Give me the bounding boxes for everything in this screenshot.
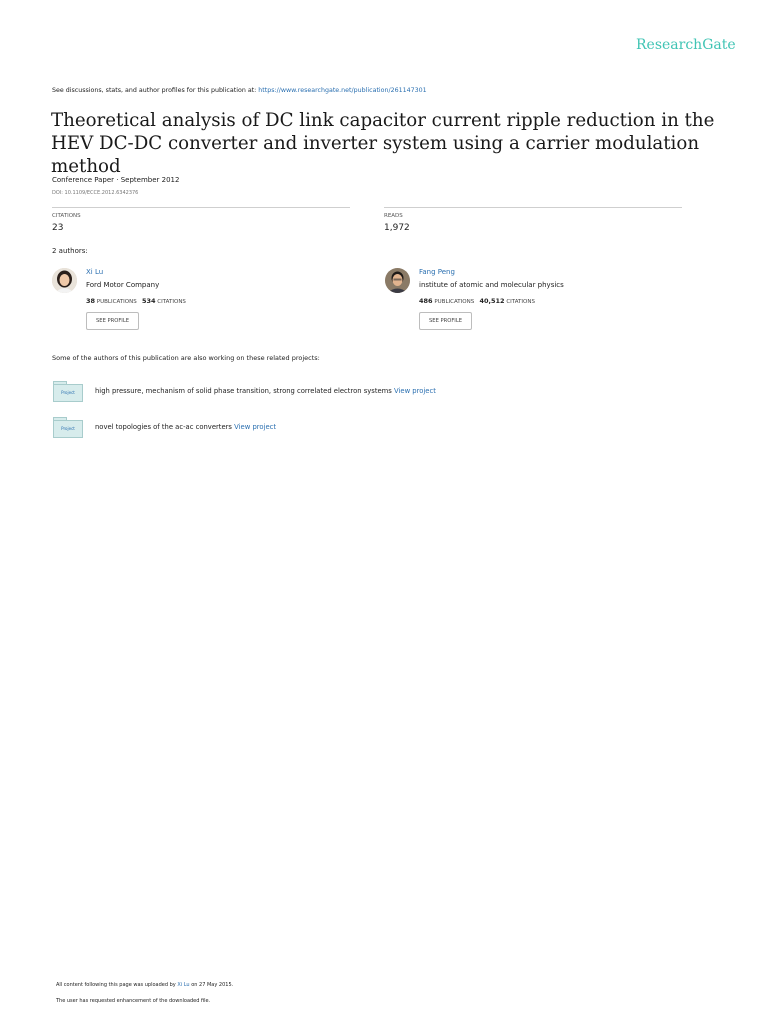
publication-title: Theoretical analysis of DC link capacitor current ripple reduction in the HEV DC-DC converter and inverter system using a carrier modulation method <box>51 110 715 177</box>
publications-count: 486 <box>419 297 433 305</box>
researchgate-logo[interactable]: ResearchGate <box>636 37 736 53</box>
avatar-portrait-icon <box>52 268 77 293</box>
view-project-link[interactable]: View project <box>394 387 436 395</box>
upload-note-suffix: on 27 May 2015. <box>191 982 234 988</box>
citations-label: CITATIONS <box>157 299 186 305</box>
author-avatar-fang-peng[interactable] <box>385 268 410 293</box>
publication-url-link[interactable]: https://www.researchgate.net/publication/261147301 <box>258 87 427 94</box>
project-icon-label: Project <box>53 420 83 438</box>
reads-label: READS <box>384 213 403 219</box>
author-name-fang-peng[interactable]: Fang Peng <box>419 268 455 276</box>
enhancement-note: The user has requested enhancement of the downloaded file. <box>56 998 211 1004</box>
author-stats <box>86 297 186 305</box>
publication-doi: DOI: 10.1109/ECCE.2012.6342376 <box>52 190 139 196</box>
publications-count: 38 <box>86 297 96 305</box>
header-prefix: See discussions, stats, and author profiles for this publication at: <box>52 87 257 94</box>
reads-value: 1,972 <box>384 223 410 233</box>
view-project-link[interactable]: View project <box>234 423 277 431</box>
citations-divider <box>52 207 350 208</box>
author-avatar-xi-lu[interactable] <box>52 268 77 293</box>
upload-note <box>56 982 233 988</box>
related-projects-heading: Some of the authors of this publication are also working on these related projects: <box>52 354 320 362</box>
authors-heading: 2 authors: <box>52 247 88 255</box>
see-profile-button-xi-lu[interactable]: SEE PROFILE <box>86 312 139 330</box>
author-affiliation: institute of atomic and molecular physics <box>419 281 564 289</box>
author-stats <box>419 297 535 305</box>
citations-count: 534 <box>141 297 156 305</box>
related-project-item <box>95 423 276 431</box>
reads-divider <box>384 207 682 208</box>
publication-type-date: Conference Paper · September 2012 <box>52 176 180 184</box>
header-line <box>52 87 427 94</box>
citations-count: 40,512 <box>479 297 505 305</box>
project-title: high pressure, mechanism of solid phase transition, strong correlated electron systems <box>95 387 392 395</box>
uploader-link[interactable]: Xi Lu <box>177 982 190 988</box>
publications-label: PUBLICATIONS <box>434 299 475 305</box>
publications-label: PUBLICATIONS <box>96 299 137 305</box>
citations-value: 23 <box>52 223 64 233</box>
avatar-portrait-icon <box>385 268 410 293</box>
project-title: novel topologies of the ac-ac converters <box>95 423 232 431</box>
author-name-xi-lu[interactable]: Xi Lu <box>86 268 104 276</box>
citations-label: CITATIONS <box>506 299 535 305</box>
upload-note-prefix: All content following this page was uploaded by <box>56 982 176 988</box>
see-profile-button-fang-peng[interactable]: SEE PROFILE <box>419 312 472 330</box>
related-project-item <box>95 387 436 395</box>
citations-label: CITATIONS <box>52 213 81 219</box>
project-folder-icon <box>53 417 83 437</box>
project-folder-icon <box>53 381 83 401</box>
author-affiliation: Ford Motor Company <box>86 281 160 289</box>
project-icon-label: Project <box>53 384 83 402</box>
